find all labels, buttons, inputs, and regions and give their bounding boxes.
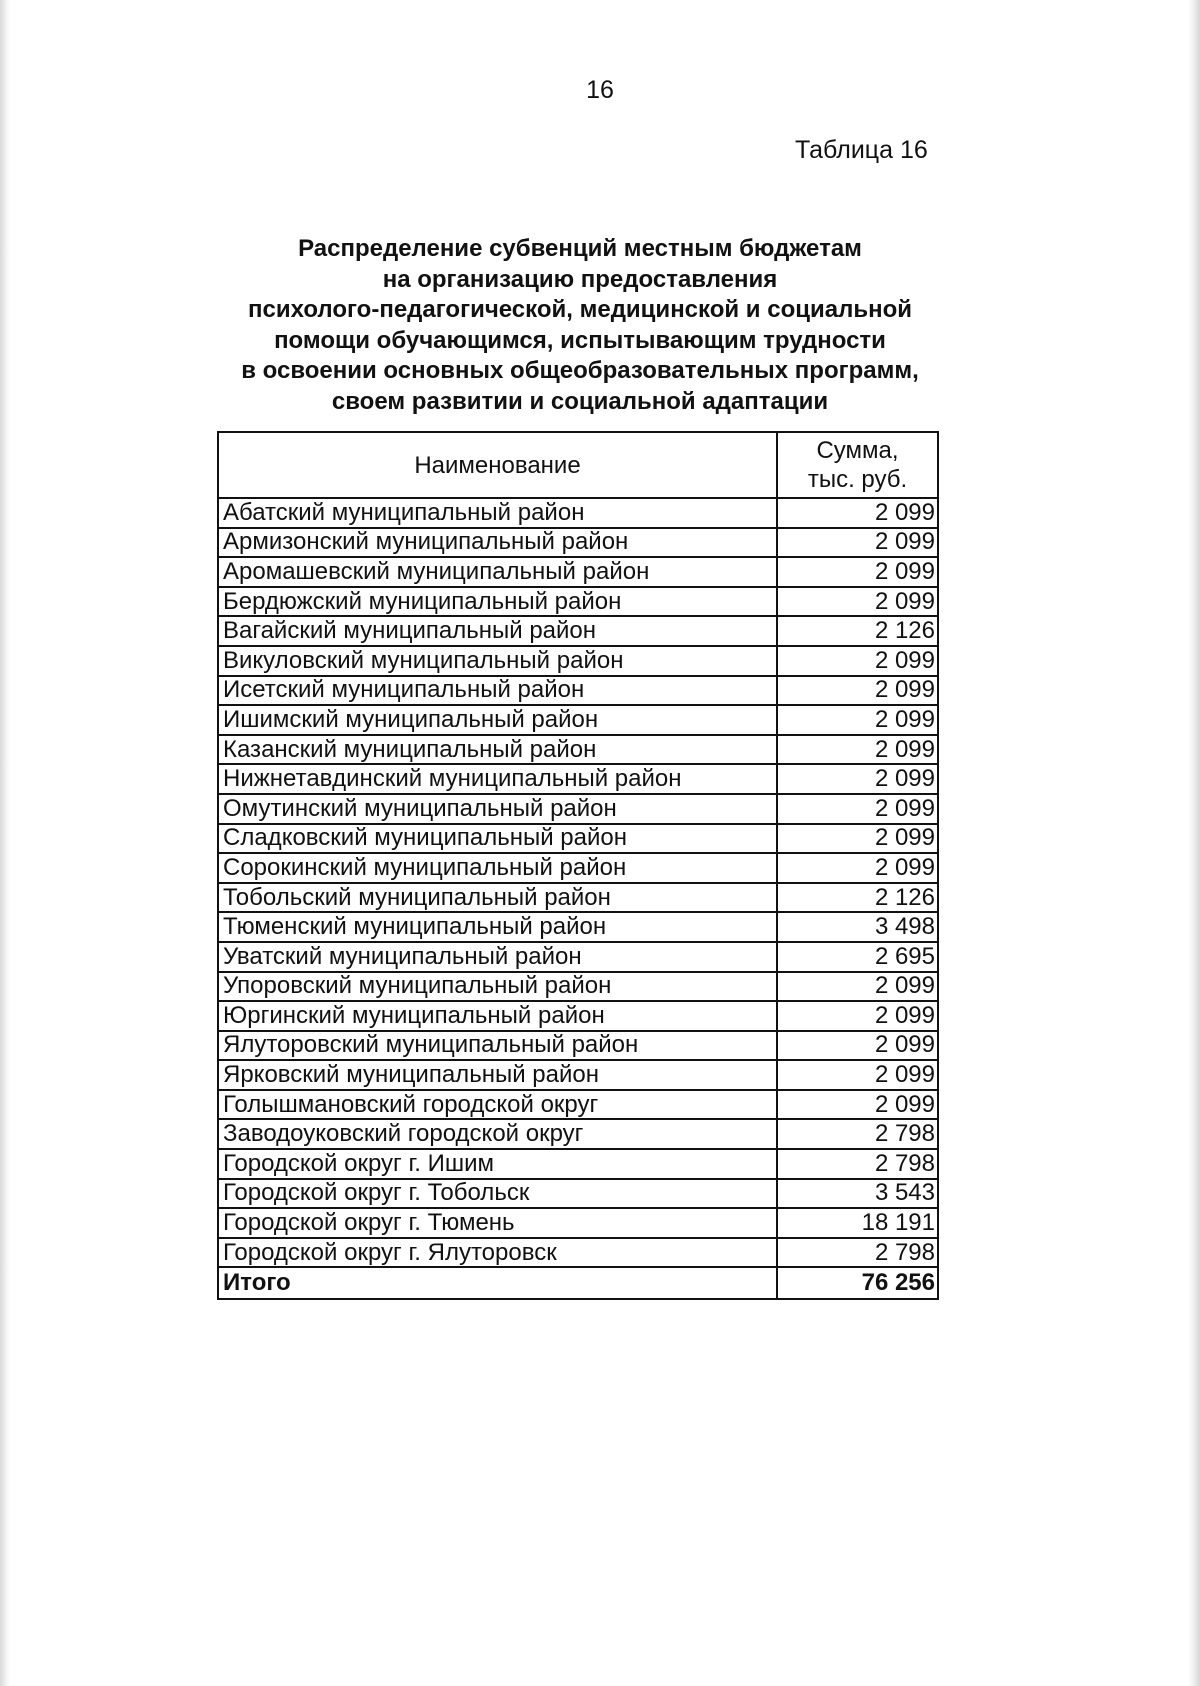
row-sum: 2 126 bbox=[777, 616, 938, 646]
row-sum: 2 099 bbox=[777, 735, 938, 765]
row-name: Ярковский муниципальный район bbox=[218, 1060, 777, 1090]
header-sum-line2: тыс. руб. bbox=[807, 466, 908, 493]
row-name: Тюменский муниципальный район bbox=[218, 912, 777, 942]
table-row bbox=[218, 1179, 938, 1209]
row-sum: 2 099 bbox=[777, 824, 938, 854]
row-sum: 2 798 bbox=[777, 1149, 938, 1179]
table-row bbox=[218, 853, 938, 883]
row-sum: 3 543 bbox=[777, 1179, 938, 1209]
row-name: Ялуторовский муниципальный район bbox=[218, 1031, 777, 1061]
total-sum: 76 256 bbox=[777, 1267, 938, 1299]
table-row bbox=[218, 557, 938, 587]
row-name: Викуловский муниципальный район bbox=[218, 646, 777, 676]
row-name: Аромашевский муниципальный район bbox=[218, 557, 777, 587]
row-sum: 2 099 bbox=[777, 676, 938, 706]
row-sum: 2 126 bbox=[777, 883, 938, 913]
row-name: Армизонский муниципальный район bbox=[218, 528, 777, 558]
row-name: Ишимский муниципальный район bbox=[218, 705, 777, 735]
header-sum bbox=[777, 432, 938, 498]
table-row bbox=[218, 1119, 938, 1149]
row-name: Омутинский муниципальный район bbox=[218, 794, 777, 824]
scan-edge-left bbox=[0, 0, 10, 1686]
table-row bbox=[218, 1149, 938, 1179]
scan-edge-right bbox=[1188, 0, 1200, 1686]
row-name: Абатский муниципальный район bbox=[218, 498, 777, 528]
table-row bbox=[218, 705, 938, 735]
table-row bbox=[218, 735, 938, 765]
row-name: Тобольский муниципальный район bbox=[218, 883, 777, 913]
row-name: Сладковский муниципальный район bbox=[218, 824, 777, 854]
row-sum: 2 099 bbox=[777, 557, 938, 587]
document-title: Распределение субвенций местным бюджетам на организацию предоставления психолого-педагогической, медицинской и социальной помощи обучающимся, испытывающим трудности в освоении основных общеобразовательных программ, своем развитии и социальной адаптации bbox=[241, 235, 919, 415]
row-name: Нижнетавдинский муниципальный район bbox=[218, 764, 777, 794]
table-row bbox=[218, 794, 938, 824]
row-sum: 2 099 bbox=[777, 1090, 938, 1120]
row-name: Уватский муниципальный район bbox=[218, 942, 777, 972]
row-name: Городской округ г. Ишим bbox=[218, 1149, 777, 1179]
row-name: Юргинский муниципальный район bbox=[218, 1001, 777, 1031]
row-sum: 18 191 bbox=[777, 1208, 938, 1238]
row-name: Казанский муниципальный район bbox=[218, 735, 777, 765]
row-sum: 2 099 bbox=[777, 764, 938, 794]
total-row bbox=[218, 1267, 938, 1299]
header-name: Наименование bbox=[218, 432, 777, 498]
row-name: Голышмановский городской округ bbox=[218, 1090, 777, 1120]
row-sum: 2 099 bbox=[777, 1031, 938, 1061]
table-row bbox=[218, 587, 938, 617]
table-row bbox=[218, 1060, 938, 1090]
table-row bbox=[218, 1031, 938, 1061]
row-name: Заводоуковский городской округ bbox=[218, 1119, 777, 1149]
row-name: Упоровский муниципальный район bbox=[218, 972, 777, 1002]
row-name: Городской округ г. Ялуторовск bbox=[218, 1238, 777, 1268]
table-row bbox=[218, 1238, 938, 1268]
table-row bbox=[218, 883, 938, 913]
row-sum: 2 798 bbox=[777, 1119, 938, 1149]
row-name: Исетский муниципальный район bbox=[218, 676, 777, 706]
total-label: Итого bbox=[218, 1267, 777, 1299]
page-number: 16 bbox=[586, 76, 614, 104]
table-row bbox=[218, 1090, 938, 1120]
row-sum: 2 099 bbox=[777, 646, 938, 676]
row-name: Сорокинский муниципальный район bbox=[218, 853, 777, 883]
table-row bbox=[218, 528, 938, 558]
row-sum: 2 099 bbox=[777, 528, 938, 558]
subventions-table bbox=[217, 431, 939, 1300]
row-name: Бердюжский муниципальный район bbox=[218, 587, 777, 617]
row-sum: 3 498 bbox=[777, 912, 938, 942]
table-row bbox=[218, 676, 938, 706]
row-name: Городской округ г. Тюмень bbox=[218, 1208, 777, 1238]
table-row bbox=[218, 764, 938, 794]
row-sum: 2 099 bbox=[777, 794, 938, 824]
table-row bbox=[218, 972, 938, 1002]
table-row bbox=[218, 824, 938, 854]
row-sum: 2 099 bbox=[777, 972, 938, 1002]
table-body bbox=[218, 498, 938, 1299]
header-sum-line1: Сумма, bbox=[816, 437, 899, 464]
table-row bbox=[218, 1208, 938, 1238]
row-sum: 2 099 bbox=[777, 1001, 938, 1031]
row-name: Вагайский муниципальный район bbox=[218, 616, 777, 646]
row-sum: 2 099 bbox=[777, 853, 938, 883]
row-sum: 2 099 bbox=[777, 705, 938, 735]
table-row bbox=[218, 616, 938, 646]
row-sum: 2 798 bbox=[777, 1238, 938, 1268]
row-sum: 2 099 bbox=[777, 498, 938, 528]
table-row bbox=[218, 646, 938, 676]
table-row bbox=[218, 912, 938, 942]
row-name: Городской округ г. Тобольск bbox=[218, 1179, 777, 1209]
table-row bbox=[218, 498, 938, 528]
table-header-row bbox=[218, 432, 938, 498]
row-sum: 2 695 bbox=[777, 942, 938, 972]
row-sum: 2 099 bbox=[777, 1060, 938, 1090]
table-label: Таблица 16 bbox=[795, 136, 928, 164]
row-sum: 2 099 bbox=[777, 587, 938, 617]
table-row bbox=[218, 1001, 938, 1031]
table-row bbox=[218, 942, 938, 972]
